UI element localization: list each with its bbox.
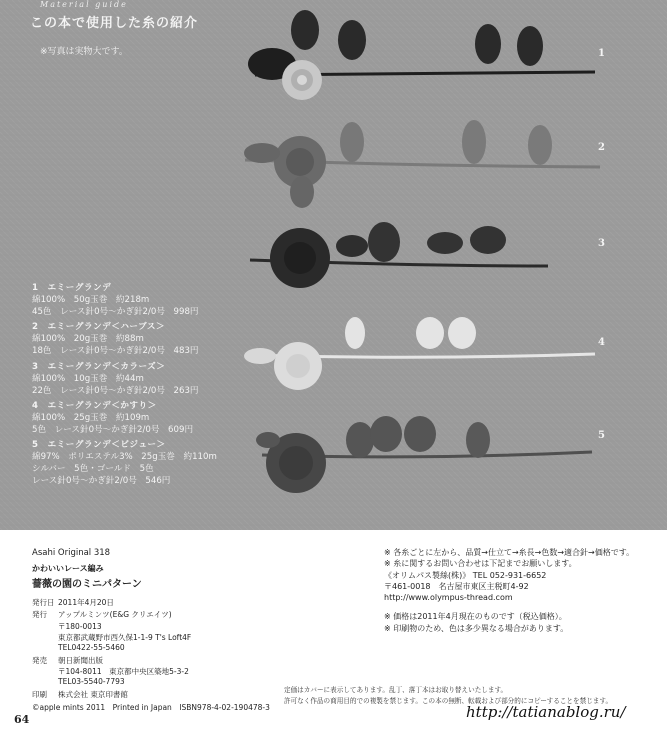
contact-address: 〒461-0018 名古屋市東区主税町4-92 <box>384 581 529 591</box>
book-subtitle: かわいいレース編み <box>32 564 104 573</box>
yarn-entry <box>32 321 262 357</box>
issuer-address-1: 〒180-0013 <box>58 622 102 631</box>
yarn-price: 22色 レース針0号～かぎ針2/0号 263円 <box>32 385 199 396</box>
yarn-name: 2 エミーグランデ＜ハーブス＞ <box>32 322 166 333</box>
series-label: Asahi Original 318 <box>32 548 111 558</box>
yarn-list <box>32 282 262 491</box>
book-title: 薔薇の園のミニパターン <box>32 579 142 590</box>
sample-number-5: 5 <box>598 430 605 441</box>
yarn-entry <box>32 282 262 318</box>
yarn-price: レース針0号～かぎ針2/0号 546円 <box>32 476 171 487</box>
yarn-spec: 綿100% 25g玉巻 約109m <box>32 412 150 423</box>
note-line: ※ 価格は2011年4月現在のものです（税込価格）。 <box>384 612 567 622</box>
issuer-tel: TEL0422-55-5460 <box>58 643 125 652</box>
contact-url: http://www.olympus-thread.com <box>384 593 513 603</box>
book-title-block <box>32 548 142 590</box>
yarn-name: 4 エミーグランデ＜かすり＞ <box>32 400 157 411</box>
issuer-row: 発行 アップルミンツ(E&G クリエイツ) <box>32 610 172 619</box>
printer-row: 印刷 株式会社 東京印書館 <box>32 690 128 699</box>
yarn-name: 1 エミーグランデ <box>32 283 112 293</box>
yarn-spec: 綿100% 20g玉巻 約88m <box>32 334 144 345</box>
page-title: この本で使用した糸の紹介 <box>30 16 199 31</box>
seller-address: 〒104-8011 東京都中央区築地5-3-2 <box>58 667 189 676</box>
sample-number-2: 2 <box>598 142 605 153</box>
section-eyebrow: Material guide <box>40 0 128 9</box>
contact-company: 《オリムパス製絲(株)》 TEL 052-931-6652 <box>384 570 547 580</box>
watermark-url: http://tatianablog.ru/ <box>466 703 626 721</box>
page-number: 64 <box>14 713 30 726</box>
yarn-price: 5色 レース針0号～かぎ針2/0号 609円 <box>32 425 194 436</box>
sample-number-3: 3 <box>598 238 605 249</box>
note-line: ※ 印刷物のため、色は多少異なる場合があります。 <box>384 623 569 633</box>
yarn-spec: 綿100% 50g玉巻 約218m <box>32 295 150 306</box>
yarn-entry <box>32 400 262 436</box>
yarn-name: 3 エミーグランデ＜カラーズ＞ <box>32 361 166 372</box>
yarn-spec: 綿100% 10g玉巻 約44m <box>32 373 144 384</box>
yarn-entry <box>32 439 262 487</box>
yarn-price: 45色 レース針0号～かぎ針2/0号 998円 <box>32 307 199 318</box>
publish-date-row: 発行日 2011年4月20日 <box>32 598 114 607</box>
issuer-address-2: 東京都武蔵野市西久保1-1-9 T's Loft4F <box>58 633 192 642</box>
yarn-price: 18色 レース針0号～かぎ針2/0号 483円 <box>32 346 199 357</box>
notes-block <box>384 547 634 634</box>
yarn-entry <box>32 361 262 397</box>
sample-number-1: 1 <box>598 48 605 59</box>
photo-note: ※写真は実物大です。 <box>40 47 128 57</box>
yarn-colors: シルバー 5色・ゴールド 5色 <box>32 464 154 475</box>
legal-footnote: 定価はカバーに表示してあります。乱丁、落丁本はお取り替えいたします。 許可なく作品の商用目的での複製を禁じます。この本の無断、転載および部分的にコピーすることを禁じます。 <box>284 686 613 705</box>
seller-tel: TEL03-5540-7793 <box>58 677 125 686</box>
note-line: ※ 糸に関するお問い合わせは下記までお願いします。 <box>384 559 577 569</box>
note-line: ※ 各糸ごとに左から、品質→仕立て→糸長→色数→適合針→価格です。 <box>384 548 635 557</box>
seller-row: 発売 朝日新聞出版 <box>32 656 103 665</box>
copyright-line: ©apple mints 2011 Printed in Japan ISBN978-4-02-190478-3 <box>32 703 270 712</box>
yarn-name: 5 エミーグランデ＜ビジュー＞ <box>32 440 166 451</box>
sample-number-4: 4 <box>598 337 605 348</box>
yarn-spec: 綿97% ポリエステル3% 25g玉巻 約110m <box>32 452 217 463</box>
